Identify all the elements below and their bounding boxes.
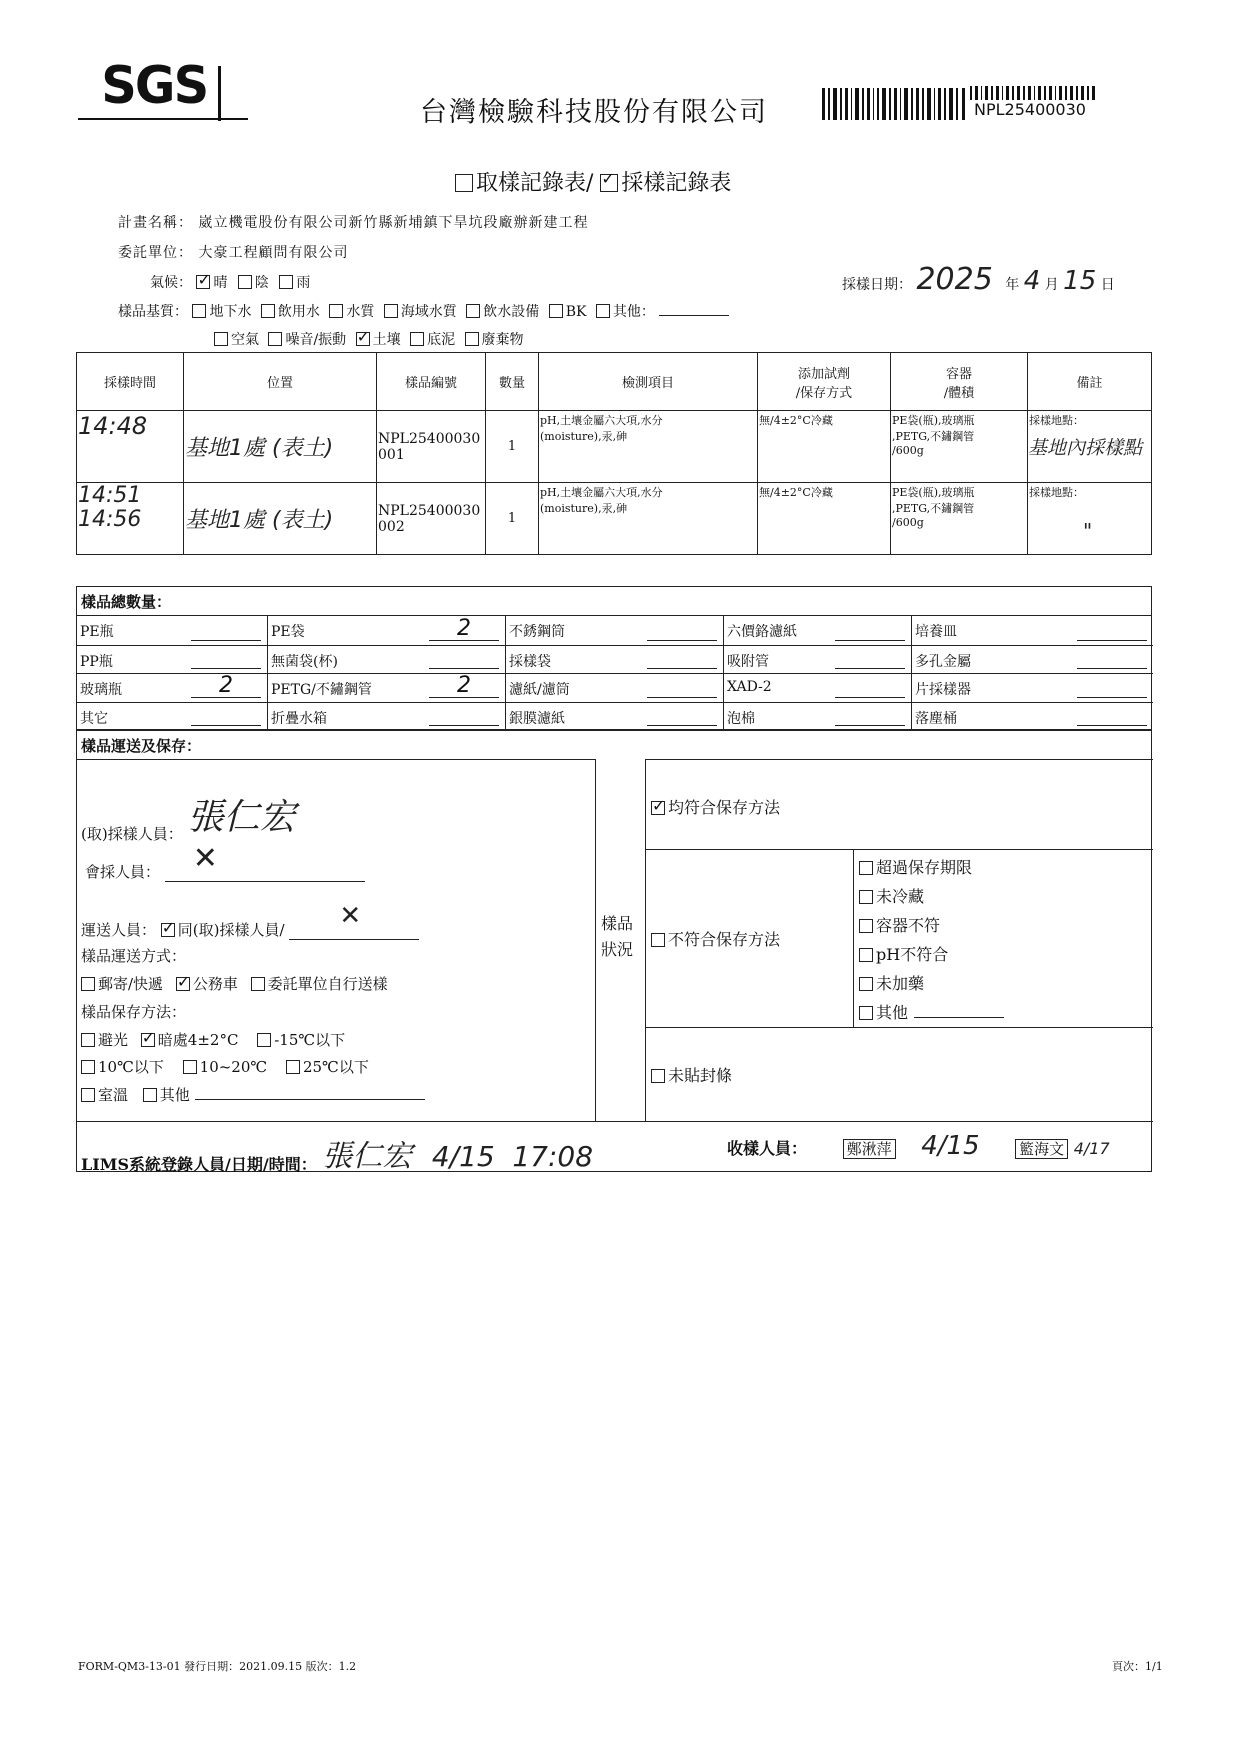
matrix-checkbox-noise[interactable] <box>268 332 282 346</box>
matrix-bk: BK <box>565 304 587 320</box>
matrix-soil: 土壤 <box>372 332 401 348</box>
storage-other-label: 其他 <box>159 1086 190 1104</box>
date-day-unit: 日 <box>1100 277 1115 293</box>
weather-row <box>150 272 310 292</box>
total-value[interactable] <box>835 618 905 641</box>
project-value: 崴立機電股份有限公司新竹縣新埔鎮下旱坑段廠辦新建工程 <box>198 215 589 231</box>
total-cell <box>911 616 1153 645</box>
totals-section <box>76 586 1152 730</box>
sgs-logo <box>98 58 228 118</box>
total-value[interactable]: 2 <box>191 675 261 698</box>
reason-no-reagent-checkbox[interactable] <box>859 977 873 991</box>
carrier-same-label: 同(取)採樣人員/ <box>177 921 285 939</box>
total-cell <box>911 702 1153 731</box>
date-label: 採樣日期： <box>842 277 912 293</box>
total-label: 銀膜濾紙 <box>509 710 565 727</box>
conform-label: 均符合保存方法 <box>668 798 781 817</box>
total-value[interactable] <box>835 646 905 669</box>
reason-expired: 超過保存期限 <box>859 853 1004 882</box>
matrix-row-1 <box>118 301 729 321</box>
total-label: 多孔金屬 <box>915 653 971 670</box>
header-qty: 數量 <box>486 353 539 411</box>
date-year-unit: 年 <box>1005 277 1020 293</box>
total-value[interactable]: 2 <box>429 618 499 641</box>
total-value[interactable] <box>1077 703 1147 726</box>
total-label: PE袋 <box>271 624 305 640</box>
reason-not-cold-checkbox[interactable] <box>859 890 873 904</box>
reason-no-reagent: 未加藥 <box>859 969 1004 998</box>
conform-row <box>651 795 780 818</box>
reason-container-checkbox[interactable] <box>859 919 873 933</box>
total-label: PETG/不鏽鋼管 <box>271 682 372 698</box>
date-month: 4 <box>1023 266 1041 296</box>
no-seal-label: 未貼封條 <box>668 1066 733 1085</box>
no-seal-checkbox[interactable] <box>651 1069 665 1083</box>
total-label: 吸附管 <box>727 653 769 670</box>
date-month-unit: 月 <box>1044 277 1059 293</box>
second-stamp-date: 4/17 <box>1073 1139 1110 1158</box>
matrix-waste: 廢棄物 <box>481 332 524 348</box>
matrix-checkbox-fountain[interactable] <box>466 304 480 318</box>
total-cell <box>723 673 911 702</box>
receiver-date: 4/15 <box>921 1131 980 1161</box>
total-cell <box>505 616 723 645</box>
client-value: 大豪工程顧問有限公司 <box>198 245 349 261</box>
weather-sunny-label: 晴 <box>213 275 228 291</box>
total-value[interactable] <box>1077 618 1147 641</box>
sample-time: 14:48 <box>77 411 184 483</box>
total-label: XAD-2 <box>727 679 772 695</box>
total-value[interactable] <box>1077 646 1147 669</box>
form-title <box>455 166 731 197</box>
weather-label: 氣候： <box>150 275 192 291</box>
matrix-row-2 <box>214 329 524 349</box>
total-label: 不銹鋼筒 <box>509 624 565 640</box>
total-value[interactable] <box>835 675 905 698</box>
storage-10-20c-checkbox[interactable] <box>183 1060 197 1074</box>
co-sampler-row <box>85 841 365 882</box>
total-value[interactable] <box>429 703 499 726</box>
logo-text: SGS <box>101 56 208 116</box>
receiver-row <box>727 1131 1110 1161</box>
table-row <box>77 411 1152 483</box>
total-value[interactable]: 2 <box>429 675 499 698</box>
sample-note <box>1028 483 1152 555</box>
total-value[interactable] <box>647 675 717 698</box>
total-cell <box>267 616 505 645</box>
total-label: 六價鉻濾紙 <box>727 624 797 640</box>
receiver-label: 收樣人員： <box>727 1139 808 1158</box>
sample-status-label: 樣品 狀況 <box>601 914 634 959</box>
lims-signature: 張仁宏 <box>322 1139 413 1174</box>
weather-checkbox-sunny[interactable] <box>196 275 210 289</box>
table-row <box>77 483 1152 555</box>
sample-reagent: 無/4±2°C冷藏 <box>758 483 891 555</box>
sample-location: 基地1處 (表土) <box>184 483 377 555</box>
total-cell <box>911 673 1153 702</box>
sample-reagent: 無/4±2°C冷藏 <box>758 411 891 483</box>
sample-note-handwritten: 基地內採樣點 <box>1028 437 1143 459</box>
method-mail-label: 郵寄/快遞 <box>98 975 164 993</box>
total-cell <box>267 702 505 731</box>
matrix-checkbox-bk[interactable] <box>549 304 563 318</box>
total-cell <box>911 645 1153 674</box>
samples-header-row <box>77 353 1152 411</box>
storage-row-3 <box>81 1084 425 1105</box>
total-value[interactable] <box>647 703 717 726</box>
total-label: 其它 <box>80 710 108 727</box>
lims-label: LIMS系統登錄人員/日期/時間： <box>81 1155 317 1174</box>
total-value[interactable] <box>429 646 499 669</box>
storage-10c-label: 10℃以下 <box>98 1058 164 1076</box>
storage-other-input[interactable] <box>195 1099 425 1100</box>
storage-10c-checkbox[interactable] <box>81 1060 95 1074</box>
matrix-drinking: 飲用水 <box>277 304 320 320</box>
storage-dark-label: 避光 <box>98 1031 129 1049</box>
footer-page-number: 頁次：1/1 <box>1112 1660 1163 1673</box>
sample-qty: 1 <box>486 483 539 555</box>
form-type-checkbox-2[interactable] <box>600 174 618 192</box>
matrix-checkbox-air[interactable] <box>214 332 228 346</box>
sampling-date <box>842 262 1115 297</box>
matrix-air: 空氣 <box>231 332 259 348</box>
total-cell <box>723 616 911 645</box>
header-reagent: 添加試劑 /保存方式 <box>758 353 891 411</box>
carrier-strike-icon: ✕ <box>339 901 362 931</box>
header-time: 採樣時間 <box>77 353 184 411</box>
form-type-label-2: 採樣記錄表 <box>621 171 732 196</box>
reason-container: 容器不符 <box>859 911 1004 940</box>
matrix-checkbox-waste[interactable] <box>465 332 479 346</box>
no-seal-row <box>651 1063 732 1086</box>
matrix-noise: 噪音/振動 <box>285 332 347 348</box>
date-day: 15 <box>1063 266 1097 296</box>
carrier-row <box>81 901 419 940</box>
matrix-checkbox-sediment[interactable] <box>410 332 424 346</box>
sample-container: PE袋(瓶),玻璃瓶 ,PETG,不鏽鋼管 /600g <box>891 483 1028 555</box>
header-items: 檢測項目 <box>539 353 758 411</box>
sample-note <box>1028 411 1152 483</box>
sample-note-label: 採樣地點： <box>1029 486 1084 499</box>
sample-items: pH,土壤金屬六大項,水分 (moisture),汞,砷 <box>539 411 758 483</box>
storage-cold-checkbox[interactable] <box>141 1033 155 1047</box>
carrier-same-checkbox[interactable] <box>161 923 175 937</box>
header-container: 容器 /體積 <box>891 353 1028 411</box>
co-sampler-input[interactable] <box>165 841 365 882</box>
reason-not-cold: 未冷藏 <box>859 882 1004 911</box>
total-cell <box>77 645 267 674</box>
nonconform-label: 不符合保存方法 <box>668 930 781 949</box>
totals-grid <box>77 616 1151 731</box>
storage-25c-label: 25℃以下 <box>302 1058 369 1076</box>
project-row <box>118 212 588 232</box>
storage-row-2 <box>81 1056 369 1077</box>
co-sampler-label: 會採人員： <box>85 863 161 881</box>
form-type-label-1: 取樣記錄表/ <box>476 171 594 196</box>
sample-container: PE袋(瓶),玻璃瓶 ,PETG,不鏽鋼管 /600g <box>891 411 1028 483</box>
storage-freeze-checkbox[interactable] <box>257 1033 271 1047</box>
total-label: 採樣袋 <box>509 653 551 670</box>
sampler-row <box>81 799 296 850</box>
matrix-other: 其他： <box>612 304 655 320</box>
total-cell <box>505 645 723 674</box>
company-name: 台灣檢驗科技股份有限公司 <box>420 97 768 128</box>
total-value[interactable] <box>647 618 717 641</box>
method-mail-checkbox[interactable] <box>81 977 95 991</box>
reason-ph: pH不符合 <box>859 940 1004 969</box>
sample-qty: 1 <box>486 411 539 483</box>
project-label: 計畫名稱： <box>118 215 193 231</box>
weather-checkbox-rain[interactable] <box>279 275 293 289</box>
matrix-checkbox-other[interactable] <box>596 304 610 318</box>
total-label: 濾紙/濾筒 <box>509 682 570 698</box>
client-row <box>118 242 348 262</box>
barcode-number: NPL25400030 <box>974 100 1086 119</box>
reason-ph-checkbox[interactable] <box>859 948 873 962</box>
barcode-graphic <box>822 86 968 122</box>
sample-note-handwritten: " <box>1083 519 1093 543</box>
storage-dark-checkbox[interactable] <box>81 1033 95 1047</box>
sampler-signature: 張仁宏 <box>187 797 296 838</box>
carrier-input[interactable] <box>289 901 419 940</box>
storage-room-checkbox[interactable] <box>81 1088 95 1102</box>
sample-no: NPL25400030 002 <box>377 483 486 555</box>
total-cell <box>723 702 911 731</box>
total-label: 折疊水箱 <box>271 710 327 727</box>
total-value[interactable] <box>647 646 717 669</box>
total-cell <box>505 702 723 731</box>
method-car-label: 公務車 <box>192 975 238 993</box>
total-cell <box>77 616 267 645</box>
storage-25c-checkbox[interactable] <box>286 1060 300 1074</box>
second-stamp: 籃海文 <box>1015 1139 1068 1159</box>
total-cell <box>505 673 723 702</box>
matrix-checkbox-soil[interactable] <box>356 332 370 346</box>
nonconform-checkbox[interactable] <box>651 933 665 947</box>
weather-cloudy-label: 陰 <box>254 275 269 291</box>
total-cell <box>77 673 267 702</box>
header-note: 備註 <box>1028 353 1152 411</box>
storage-10-20c-label: 10~20℃ <box>199 1058 268 1076</box>
total-value[interactable] <box>1077 675 1147 698</box>
footer-form-number: FORM-QM3-13-01 發行日期：2021.09.15 版次：1.2 <box>78 1660 357 1673</box>
total-value[interactable] <box>191 703 261 726</box>
matrix-groundwater: 地下水 <box>209 304 252 320</box>
total-value[interactable] <box>835 703 905 726</box>
total-cell <box>723 645 911 674</box>
method-car-checkbox[interactable] <box>176 977 190 991</box>
reason-other-checkbox[interactable] <box>859 1006 873 1020</box>
matrix-checkbox-drinking[interactable] <box>261 304 275 318</box>
storage-freeze-label: -15℃以下 <box>274 1031 346 1049</box>
matrix-fountain: 飲水設備 <box>483 304 540 320</box>
storage-cold-label: 暗處4±2°C <box>157 1031 239 1049</box>
total-label: PP瓶 <box>80 653 113 670</box>
date-year: 2025 <box>916 262 993 297</box>
co-sampler-strike-icon: ✕ <box>192 841 218 876</box>
lims-date: 4/15 <box>431 1140 495 1173</box>
sample-items: pH,土壤金屬六大項,水分 (moisture),汞,砷 <box>539 483 758 555</box>
storage-row-1 <box>81 1029 345 1050</box>
total-value[interactable] <box>191 646 261 669</box>
reason-other-input[interactable] <box>914 1017 1004 1018</box>
carrier-label: 運送人員： <box>81 921 157 939</box>
lims-time: 17:08 <box>512 1140 594 1173</box>
nonconform-reasons <box>859 853 1004 1027</box>
matrix-sediment: 底泥 <box>427 332 456 348</box>
nonconform-row <box>651 927 780 950</box>
transport-section <box>76 730 1152 1172</box>
header-location: 位置 <box>184 353 377 411</box>
client-label: 委託單位： <box>118 245 193 261</box>
reason-expired-checkbox[interactable] <box>859 861 873 875</box>
total-cell <box>267 673 505 702</box>
total-label: PE瓶 <box>80 624 114 640</box>
header-sample-no: 樣品編號 <box>377 353 486 411</box>
totals-title: 樣品總數量： <box>81 593 172 611</box>
total-cell <box>77 702 267 731</box>
sampler-label: (取)採樣人員： <box>81 825 183 843</box>
matrix-checkbox-water[interactable] <box>329 304 343 318</box>
storage-label: 樣品保存方法： <box>81 1003 187 1021</box>
receiver-stamp: 鄭湫萍 <box>843 1139 896 1159</box>
total-label: 無菌袋(杯) <box>271 653 338 670</box>
weather-rain-label: 雨 <box>296 275 311 291</box>
weather-checkbox-cloudy[interactable] <box>238 275 252 289</box>
matrix-other-input[interactable] <box>659 315 729 316</box>
total-cell <box>267 645 505 674</box>
conform-checkbox[interactable] <box>651 801 665 815</box>
matrix-sea: 海域水質 <box>400 304 457 320</box>
matrix-checkbox-groundwater[interactable] <box>192 304 206 318</box>
matrix-water: 水質 <box>346 304 375 320</box>
storage-other-checkbox[interactable] <box>143 1088 157 1102</box>
method-client-checkbox[interactable] <box>251 977 265 991</box>
form-type-checkbox-1[interactable] <box>455 174 473 192</box>
samples-table <box>76 352 1152 555</box>
total-label: 落塵桶 <box>915 710 957 727</box>
matrix-label: 樣品基質： <box>118 304 188 320</box>
matrix-checkbox-sea[interactable] <box>384 304 398 318</box>
total-label: 片採樣器 <box>915 682 971 698</box>
total-label: 泡棉 <box>727 710 755 727</box>
total-value[interactable] <box>191 618 261 641</box>
sample-location: 基地1處 (表土) <box>184 411 377 483</box>
storage-room-label: 室溫 <box>98 1086 129 1104</box>
method-client-label: 委託單位自行送樣 <box>267 975 388 993</box>
sample-time: 14:51 14:56 <box>77 483 184 555</box>
barcode <box>822 86 1102 122</box>
reason-other: 其他 <box>859 998 1004 1027</box>
transport-method-row <box>81 973 388 994</box>
sample-no: NPL25400030 001 <box>377 411 486 483</box>
sample-note-label: 採樣地點： <box>1029 414 1084 427</box>
total-label: 培養皿 <box>915 624 957 640</box>
total-label: 玻璃瓶 <box>80 682 122 698</box>
transport-title: 樣品運送及保存： <box>81 737 202 755</box>
transport-method-label: 樣品運送方式： <box>81 947 187 965</box>
